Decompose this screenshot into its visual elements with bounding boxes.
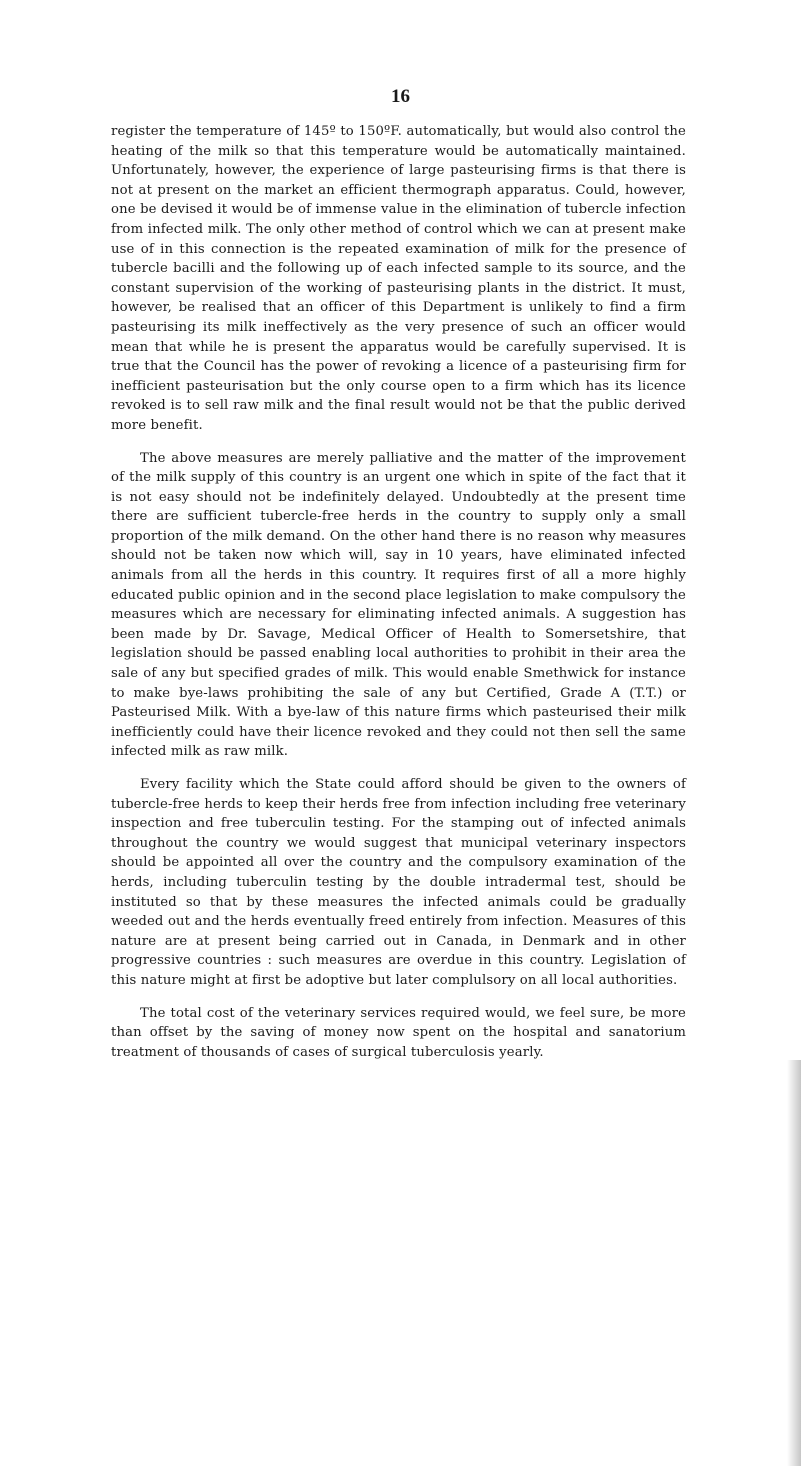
body-text — [111, 122, 686, 1062]
paragraph-total-cost: The total cost of the veterinary services required would, we feel sure, be more than offset by the saving of money now spent on the hospital and sanatorium treatment of thousands of cases of surgical tuberculosis yearly. — [111, 1005, 686, 1060]
paragraph-thermograph: register the temperature of 145º to 150ºF. automatically, but would also control the heating of the milk so that this temperature would be automatically maintained. Unfortunately, however, the experience of large pasteurising firms is that there is not at present on the market an efficient thermograph apparatus. Could, however, one be devised it would be of immense value in the elimination of tubercle infection from infected milk. The only other method of control which we can at present make use of in this connection is the repeated examination of milk for the presence of tubercle bacilli and the following up of each infected sample to its source, and the constant supervision of the working of pasteurising plants in the district. It must, however, be realised that an officer of this Department is unlikely to find a firm pasteurising its milk ineffectively as the very presence of such an officer would mean that while he is present the apparatus would be carefully supervised. It is true that the Council has the power of revoking a licence of a pasteurising firm for inefficient pasteurisation but the only course open to a firm which has its licence revoked is to sell raw milk and the final result would not be that the public derived more benefit. — [111, 124, 686, 433]
paragraph-milk-supply: The above measures are merely palliative and the matter of the improvement of the milk supply of this country is an urgent one which in spite of the fact that it is not easy should not be indefinitely delayed. Undoubtedly at the present time there are sufficient tubercle-free herds in the country to supply only a small proportion of the milk demand. On the other hand there is no reason why measures should not be taken now which will, say in 10 years, have eliminated infected animals from all the herds in this country. It requires first of all a more highly educated public opinion and in the second place legislation to make compulsory the measures which are necessary for eliminating infected animals. A suggestion has been made by Dr. Savage, Medical Officer of Health to Somersetshire, that legislation should be passed enabling local authorities to prohibit in their area the sale of any but specified grades of milk. This would enable Smethwick for instance to make bye-laws prohibiting the sale of any but Certified, Grade A (T.T.) or Pasteurised Milk. With a bye-law of this nature firms which pasteurised their milk inefficiently could have their licence revoked and they could not then sell the same infected milk as raw milk. — [111, 450, 686, 760]
scan-edge-shadow — [787, 1060, 801, 1466]
paragraph-state-facility: Every facility which the State could afford should be given to the owners of tubercle-free herds to keep their herds free from infection including free veterinary inspection and free tuberculin testing. For the stamping out of infected animals throughout the country we would suggest that municipal veterinary inspectors should be appointed all over the country and the compulsory examination of the herds, including tuberculin testing by the double intradermal test, should be instituted so that by these measures the infected animals could be gradually weeded out and the herds eventually freed entirely from infection. Measures of this nature are at present being carried out in Canada, in Denmark and in other progressive countries : such measures are overdue in this country. Legislation of this nature might at first be adoptive but later complulsory on all local authorities. — [111, 777, 686, 988]
page-number: 16 — [391, 86, 410, 107]
